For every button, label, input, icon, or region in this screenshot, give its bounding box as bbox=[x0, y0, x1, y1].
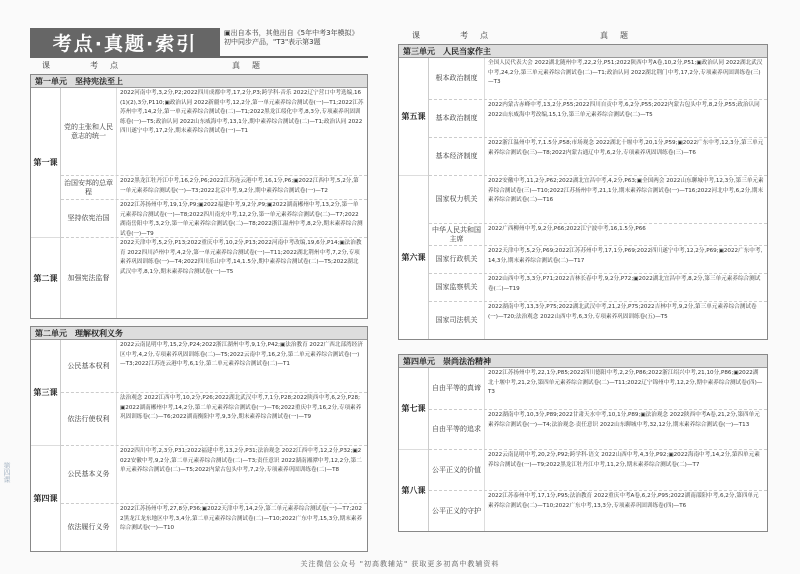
col-header-questions: 真题 bbox=[600, 31, 640, 40]
topic-name: 国家行政机关 bbox=[429, 246, 485, 273]
title-note-line: ▣出自本书，其他出自《5年中考3年模拟》 bbox=[224, 29, 359, 37]
page-title: 考点·真题·索引 bbox=[30, 28, 220, 56]
topic-name: 公民基本义务 bbox=[61, 446, 117, 503]
topic-name: 自由平等的真谛 bbox=[429, 368, 485, 409]
topic-name: 基本经济制度 bbox=[429, 138, 485, 175]
topic-name: 党的主张和人民意志的统一 bbox=[61, 88, 117, 175]
topic-questions: 2022湖南中考,13,3分,P75;2022湖北武汉中考,21,2分,P75;2022吉林中考,9,2分,第三单元素养综合测试卷(一)—T20;法治观念 2022山西中考,6,3分,专项素养巩固训练卷(五)—T5 bbox=[488, 304, 757, 320]
topic-name: 公民基本权利 bbox=[61, 340, 117, 392]
topic-questions: 2022江苏泰州中考,17,1分,P95;法治教育 2022重庆中考A卷,6,2分,P95;2022湖南邵阳中考,6,2分,第四单元素养综合测试卷(二)—T10;2022广东中考,13,3分,专项素养巩固训练卷(四)—T6 bbox=[488, 493, 759, 509]
topic-row bbox=[61, 446, 367, 504]
topic-questions: 2022内蒙古赤峰中考,13,2分,P55;2022四川自贡中考,6,2分,P55;2022内蒙古包头中考,8,2分,P55;政治认同 2022山东威海中考改编,15,1分,第三单元素养综合测试卷(二)—T5 bbox=[488, 102, 760, 118]
topic-row bbox=[429, 246, 767, 274]
unit-title: 第四单元 崇尚法治精神 bbox=[399, 355, 767, 368]
topic-questions: 2022浙江温州中考,7,1.5分,P58;市场观念 2022湖北十堰中考,20,1分,P59;▣2022广东中考,12,3分,第三单元素养综合测试卷(三)—T8;2022内蒙古通辽中考,6,2分,专项素养巩固训练卷(三)—T6 bbox=[488, 140, 764, 156]
topic-name: 国家监察机关 bbox=[429, 274, 485, 301]
topic-row bbox=[429, 138, 767, 176]
topic-questions: 2022河南中考,3,2分,P2;2022四川成都中考,17,2分,P3;跨学科·音乐 2022辽宁营口中考选编,16(1)(2),3分,P110;▣政治认同 2022新疆中考,12,2分,第一单元素养综合测试卷(一)—T1;2022江苏苏州中考,14,2分,第一单元素养综合测试卷(二)—T1;2022黑龙江绥化中考,8,3分,专项素养巩固训练卷(一)—T5;政治认同 2022山东威海中考,13,1分,期中素养综合测试卷(二)—T1;政治认同 2022四川遂宁中考,17,2分,期末素养综合测试卷(一)—T1 bbox=[120, 90, 364, 134]
topic-row bbox=[429, 274, 767, 302]
topic-questions: 2022云南昆明中考,20,2分,P92;跨学科·语文 2022山西中考,4,3分,P92;▣2022海南中考,14,2分,第四单元素养综合测试卷(一)—T9;2022黑龙江牡丹江中考,11,2分,期末素养综合测试卷(二)—T7 bbox=[488, 452, 760, 468]
unit-box bbox=[398, 44, 768, 340]
col-header-lesson: 课 bbox=[42, 61, 62, 70]
col-header-topic: 考点 bbox=[90, 61, 130, 70]
topic-questions: 2022江苏扬州中考,27,8分,P36;▣2022天津中考,14,2分,第二单元素养综合测试卷(一)—T7;2022黑龙江龙东地区中考,3,4分,第二单元素养综合测试卷(二)—T10;2022广东中考,15,3分,期末素养综合测试卷(一)—T10 bbox=[120, 506, 363, 531]
topic-row bbox=[61, 176, 367, 200]
topic-row bbox=[61, 393, 367, 446]
lesson-name: 第七课 bbox=[399, 368, 428, 450]
topic-name: 依法履行义务 bbox=[61, 504, 117, 551]
lesson-name: 第三课 bbox=[31, 340, 60, 446]
topic-name: 国家司法机关 bbox=[429, 302, 485, 339]
col-header-questions: 真题 bbox=[232, 61, 272, 70]
topic-questions: 2022云南昆明中考,15,2分,P24;2022浙江湖州中考,9,1分,P42;▣法治教育 2022广西北部湾经济区中考,4,2分,专项素养巩固训练卷(二)—T5;2022云南中考,16,2分,第二单元素养综合测试卷(一)—T3;2022江苏连云港中考,6,1分,第二单元素养综合测试卷(二)—T1 bbox=[120, 342, 363, 367]
topic-row bbox=[429, 410, 767, 450]
unit-title: 第三单元 人民当家作主 bbox=[399, 45, 767, 58]
title-note-line: 初中同步产品，"T3"表示第3题 bbox=[224, 38, 321, 46]
topic-row bbox=[429, 302, 767, 339]
topic-row bbox=[61, 200, 367, 238]
topic-row bbox=[61, 340, 367, 393]
topic-row bbox=[429, 58, 767, 100]
lesson-name: 第四课 bbox=[33, 494, 58, 503]
topic-name: 中华人民共和国主席 bbox=[429, 224, 485, 245]
topic-row bbox=[429, 176, 767, 224]
topic-row bbox=[429, 368, 767, 410]
topic-questions: 法治观念 2022江西中考,10,2分,P26;2022湖北武汉中考,7,1分,P28;2022陕西中考,6,2分,P28;▣2022湖南郴州中考,14,2分,第二单元素养综合测试卷(一)—T6;2022重庆中考,16,2分,专项素养巩固训练卷(二)—T6;2022湖南衡阳中考,9,3分,期末素养综合测试卷(一)—T9 bbox=[120, 395, 362, 420]
unit-box bbox=[30, 326, 368, 552]
topic-name: 根本政治制度 bbox=[429, 58, 485, 99]
topic-questions: 2022天津中考,5,2分,P69;2022江苏苏州中考,17,1分,P69;2022四川遂宁中考,12,2分,P69;▣2022广东中考,14,3分,期末素养综合测试卷(二)—T17 bbox=[488, 248, 763, 264]
topic-name: 依法行使权利 bbox=[61, 393, 117, 445]
col-header-topic: 考点 bbox=[460, 31, 500, 40]
topic-questions: 2022天津中考,5,2分,P13;2022重庆中考,10,2分,P13;2022河南中考改编,19,6分,P14;▣法治教育 2022四川泸州中考,4,2分,第一单元素养综合测试卷(一)—T11;2022湖北荆州中考,7,2分,专项素养巩固训练卷(一)—T4;2022四川乐山中考,14,1.5分,期中素养综合测试卷(二)—T5;2022湖北武汉中考,8,1分,期末素养综合测试卷(一)—T5 bbox=[120, 240, 362, 275]
lesson-name: 第六课 bbox=[401, 253, 426, 262]
unit-title: 第一单元 坚持宪法至上 bbox=[31, 75, 367, 88]
topic-name: 基本政治制度 bbox=[429, 100, 485, 137]
topic-questions: 全国人民代表大会 2022湖北随州中考,22,2分,P51;2022陕西中考A卷,10,2分,P51;▣政治认同 2022湖北武汉中考,24,2分,第三单元素养综合测试卷(二)—T1;政治认同 2022湖北荆门中考,17,2分,专项素养巩固训练卷(三)—T3 bbox=[488, 60, 763, 85]
topic-row bbox=[429, 224, 767, 246]
lesson-name: 第二课 bbox=[33, 273, 58, 283]
topic-name: 自由平等的追求 bbox=[429, 410, 485, 449]
topic-questions: 2022广西柳州中考,9,2分,P66;2022江宁波中考,16,1.5分,P66 bbox=[488, 226, 646, 232]
topic-row bbox=[61, 504, 367, 551]
unit-title: 第二单元 理解权利义务 bbox=[31, 327, 367, 340]
topic-questions: 2022山西中考,3,3分,P71;2022吉林长春中考,9,2分,P72;▣2022湖北宜昌中考,8,2分,第三单元素养综合测试卷(二)—T19 bbox=[488, 276, 761, 292]
topic-questions: 2022江苏扬州中考,19,1分,P9;▣2022福建中考,9,2分,P9;▣2022湖南郴州中考,13,2分,第一单元素养综合测试卷(一)—T8;2022四川南充中考,12,2分,第一单元素养综合测试卷(二)—T7;2022湖南岳阳中考,3,2分,第一单元素养综合测试卷(二)—T8;2022浙江温州中考,8,2分,期末素养综合测试卷(一)—T9 bbox=[120, 202, 363, 237]
unit-box bbox=[30, 74, 368, 319]
topic-questions: 2022安徽中考,11,2分,P62;2022湖北宜昌中考,4,2分,P63;▣全国两会 2022山东聊城中考,12,3分,第三单元素养综合测试卷(三)—T10;2022江苏扬州中考,21,1分,期末素养综合测试卷(一)—T16;2022河北中考,6,2分,期末素养综合测试卷(二)—T16 bbox=[488, 178, 764, 203]
lesson-name: 第一课 bbox=[31, 88, 60, 238]
topic-name: 公平正义的价值 bbox=[429, 450, 485, 490]
topic-row bbox=[429, 491, 767, 531]
lesson-name: 第八课 bbox=[401, 486, 426, 495]
col-header-lesson: 课 bbox=[412, 31, 432, 40]
topic-questions: 2022江苏扬州中考,22,1分,P85;2022四川德阳中考,2,2分,P86;2022浙江绍兴中考,21,10分,P86;▣2022湖北十堰中考,21,2分,第四单元素养综合测试卷(二)—T11;2022辽宁锦州中考,12,2分,期中素养综合测试卷(四)—T3 bbox=[488, 370, 763, 395]
topic-row bbox=[61, 238, 367, 318]
lesson-name: 第五课 bbox=[399, 58, 428, 176]
unit-box bbox=[398, 354, 768, 532]
title-note bbox=[224, 29, 374, 47]
topic-name: 加强宪法监督 bbox=[61, 238, 117, 318]
topic-name: 治国安邦的总章程 bbox=[61, 176, 117, 199]
topic-questions: 2022四川中考,2,3分,P31;2022福建中考,13,2分,P31;法治观念 2022江西中考,12,2分,P32;▣2022安徽中考,9,2分,第二单元素养综合测试卷(二)—T3;责任意识 2022湖南湘潭中考,12,2分,第二单元素养综合测试卷(二)—T5;2022内蒙古包头中考,7,2分,专项素养巩固训练卷(二)—T8 bbox=[120, 448, 362, 473]
topic-row bbox=[429, 100, 767, 138]
topic-questions: 2022黑龙江牡丹江中考,16,2分,P6;2022江苏连云港中考,16,1分,P6;▣2022江西中考,5,2分,第一单元素养综合测试卷(一)—T3;2022北京中考,9,2分,期中素养综合测试卷(一)—T2 bbox=[120, 178, 359, 194]
topic-name: 公平正义的守护 bbox=[429, 491, 485, 531]
topic-name: 国家权力机关 bbox=[429, 176, 485, 223]
header-rule bbox=[30, 56, 368, 58]
topic-name: 坚持依宪治国 bbox=[61, 200, 117, 237]
footer-text: 关注微信公众号 "初高教辅站" 获取更多初高中教辅资料 bbox=[300, 560, 500, 568]
watermark-text: 第四课 bbox=[3, 462, 11, 483]
topic-questions: 2022湖南中考,10,3分,P89;2022甘肃天水中考,10,1分,P89;▣法治观念 2022陕西中考A卷,21,2分,第四单元素养综合测试卷(一)—T4;法治观念·责任意识 2022山东聊城中考,32,12分,期末素养综合测试卷(一)—T13 bbox=[488, 412, 760, 428]
topic-row bbox=[61, 88, 367, 176]
topic-row bbox=[429, 450, 767, 491]
